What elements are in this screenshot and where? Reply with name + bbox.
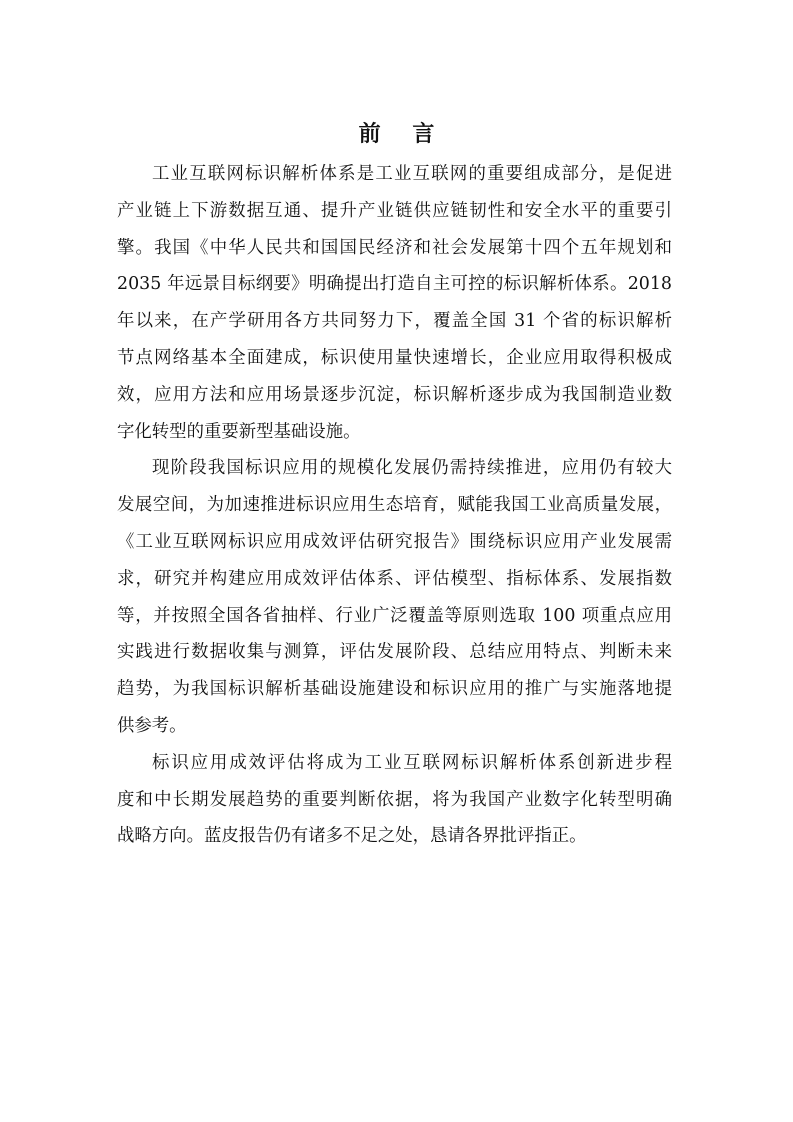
- paragraph-2: [117, 450, 672, 744]
- text-line: 擎。我国《中华人民共和国国民经济和社会发展第十四个五年规划和: [117, 237, 672, 258]
- text-line: 效，应用方法和应用场景逐步沉淀，标识解析逐步成为我国制造业数: [117, 384, 672, 405]
- text-line: 年以来，在产学研用各方共同努力下，覆盖全国 31 个省的标识解析: [117, 311, 672, 332]
- text-line: 节点网络基本全面建成，标识使用量快速增长，企业应用取得积极成: [117, 347, 672, 368]
- paragraph-1: [117, 156, 672, 450]
- text-line: 供参考。: [117, 715, 187, 736]
- text-line: 度和中长期发展趋势的重要判断依据，将为我国产业数字化转型明确: [117, 789, 672, 810]
- text-line: 《工业互联网标识应用成效评估研究报告》围绕标识应用产业发展需: [117, 531, 672, 552]
- text-line: 等，并按照全国各省抽样、行业广泛覆盖等原则选取 100 项重点应用: [117, 605, 672, 626]
- text-line: 实践进行数据收集与测算，评估发展阶段、总结应用特点、判断未来: [117, 642, 672, 663]
- body-text: [117, 156, 672, 855]
- text-line: 2035 年远景目标纲要》明确提出打造自主可控的标识解析体系。2018: [117, 274, 672, 295]
- text-line: 求，研究并构建应用成效评估体系、评估模型、指标体系、发展指数: [117, 568, 672, 589]
- page-title: 前 言: [358, 121, 447, 147]
- paragraph-3: [117, 745, 672, 855]
- text-line: 发展空间，为加速推进标识应用生态培育，赋能我国工业高质量发展，: [117, 495, 672, 516]
- text-line: 工业互联网标识解析体系是工业互联网的重要组成部分，是促进: [152, 164, 672, 184]
- text-line: 产业链上下游数据互通、提升产业链供应链韧性和安全水平的重要引: [117, 200, 672, 221]
- text-line: 标识应用成效评估将成为工业互联网标识解析体系创新进步程: [152, 752, 672, 773]
- text-line: 字化转型的重要新型基础设施。: [117, 421, 361, 442]
- text-line: 趋势，为我国标识解析基础设施建设和标识应用的推广与实施落地提: [117, 679, 672, 700]
- text-line: 现阶段我国标识应用的规模化发展仍需持续推进，应用仍有较大: [152, 458, 672, 479]
- text-line: 战略方向。蓝皮报告仍有诸多不足之处，恳请各界批评指正。: [117, 826, 587, 847]
